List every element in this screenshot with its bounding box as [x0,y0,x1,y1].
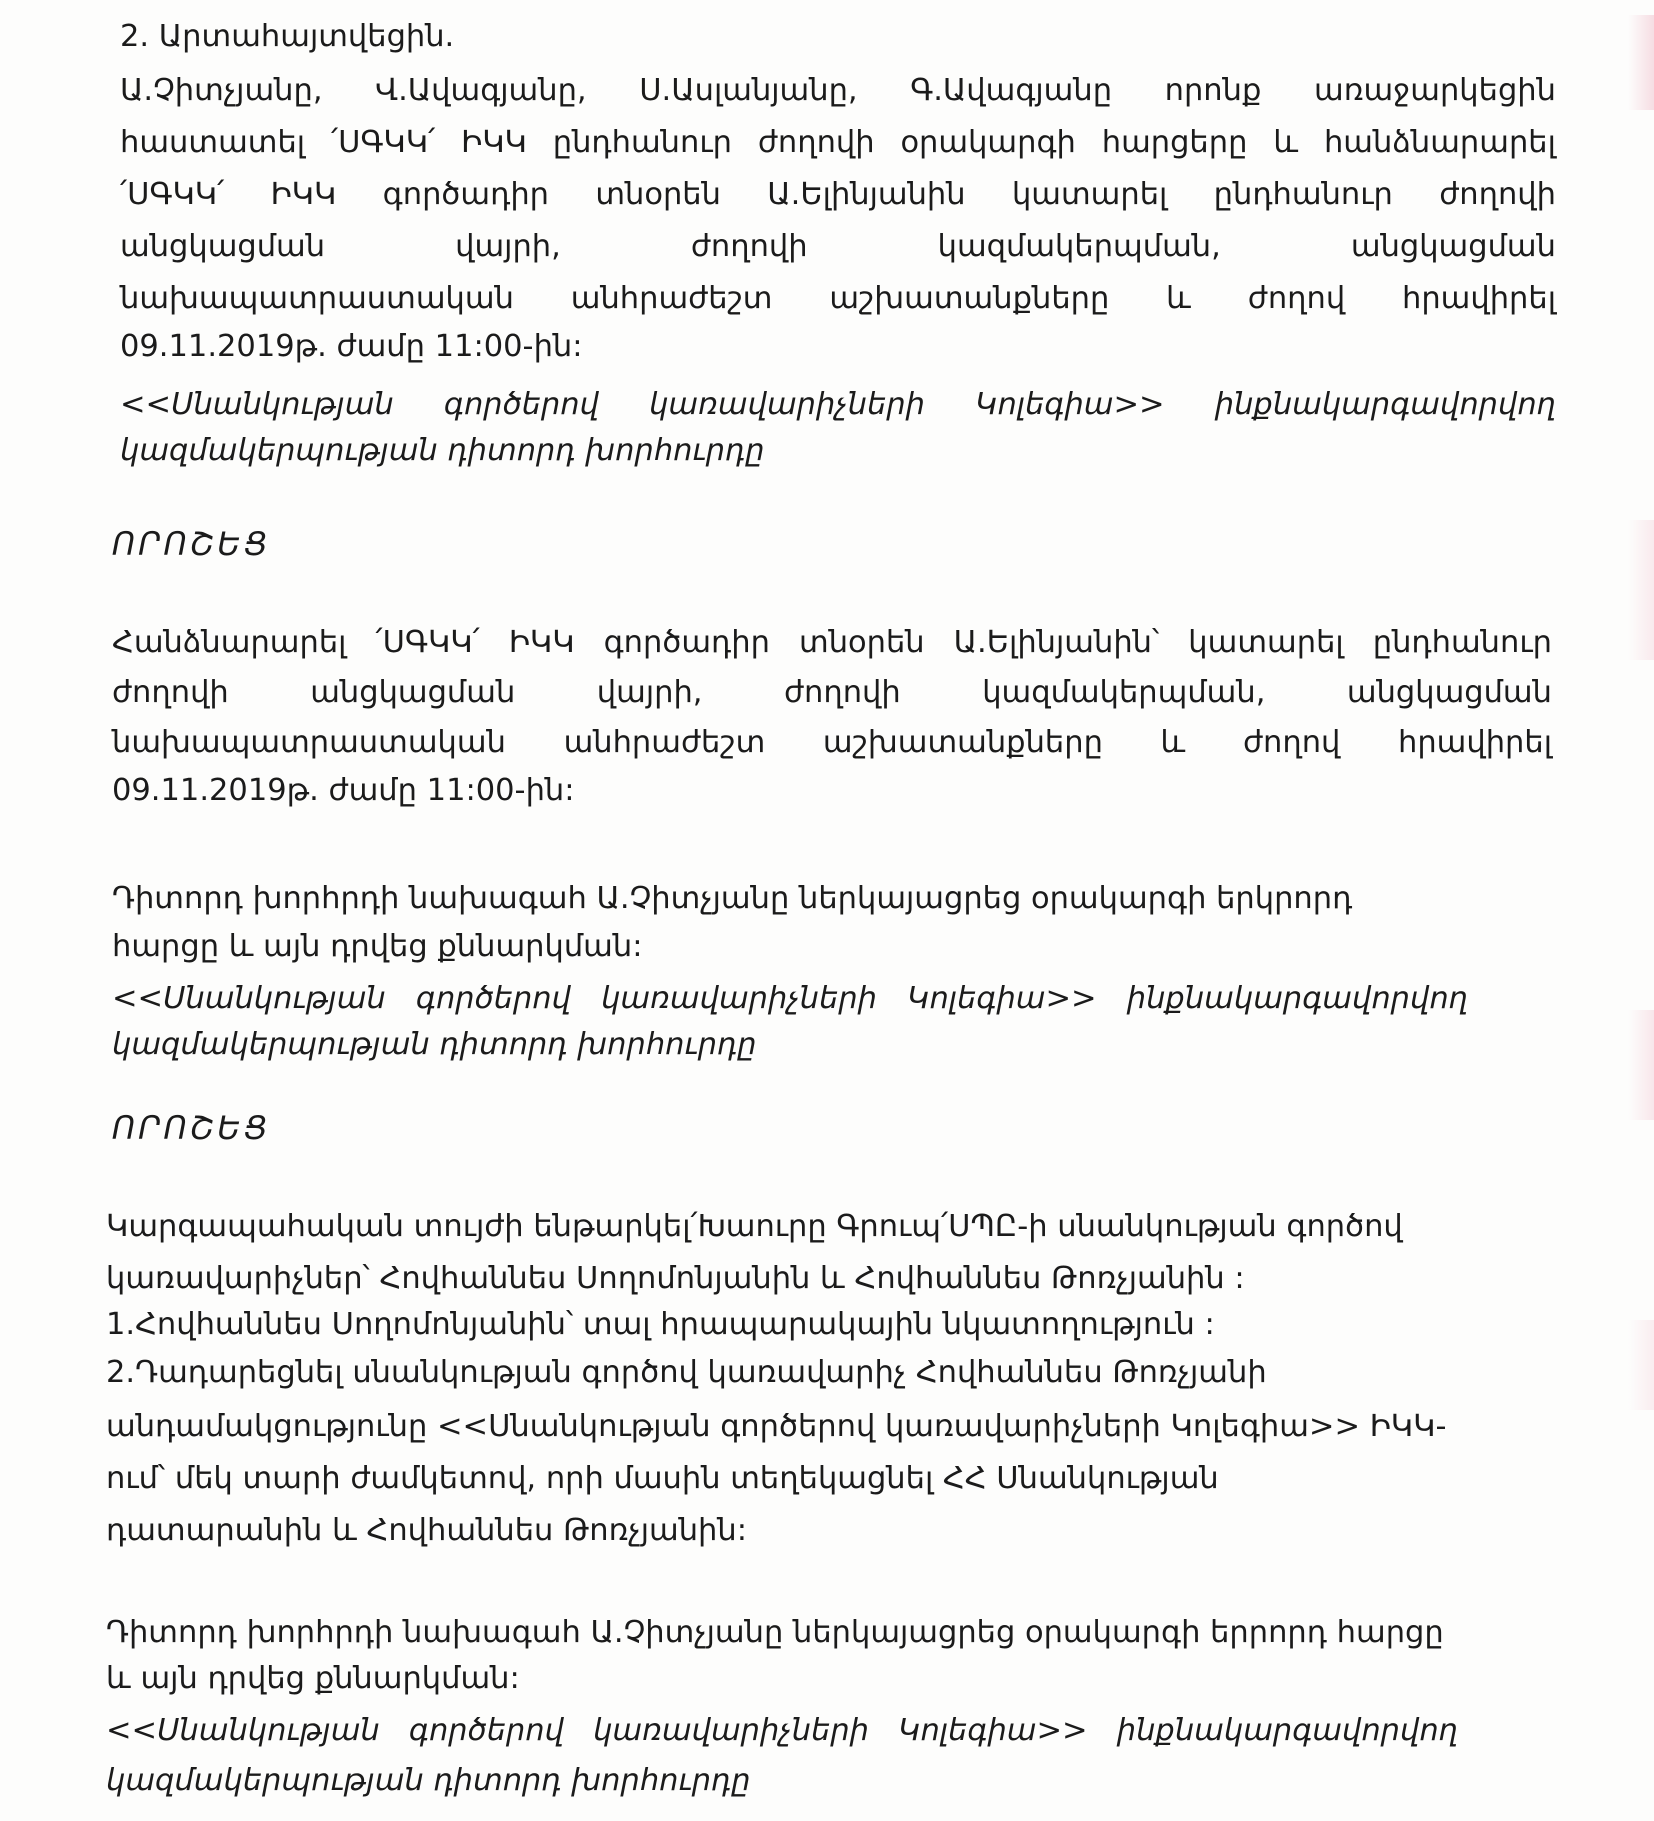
word: որոնք [1164,73,1262,108]
word: օրակարգի [900,125,1076,160]
paragraph-line [120,280,1556,318]
paragraph-line: 2.Դադարեցնել սնանկության գործով կառավարիչ Հովհաննես Թոռչյանի [106,1355,1267,1390]
paragraph-line [112,724,1552,762]
body-name-line: կազմակերպության դիտորդ խորհուրդը [106,1763,751,1798]
paragraph-line: 09.11.2019թ. ժամը 11:00-ին: [120,329,583,364]
word: <<Սնանկության [120,387,394,422]
word: նախապատրաստական [112,725,506,760]
word: անցկացման [120,229,326,264]
word: հրավիրել [1398,725,1552,760]
word: Վ.Ավագյանը, [375,73,587,108]
word: ընդհանուր [1372,625,1552,660]
word: գործերով [443,387,599,422]
decision-heading: ՈՐՈՇԵՑ [112,525,271,563]
word: ժողովի [757,125,875,160]
word: ժողովի [1439,177,1556,212]
paragraph-line [112,624,1552,662]
word: ժողով [1247,281,1346,316]
word: կառավարիչների [601,981,877,1016]
word: հրավիրել [1402,281,1556,316]
word: կատարել [1011,177,1168,212]
body-name-line [120,386,1556,424]
word: առաջարկեցին [1313,73,1556,108]
paragraph-line [120,176,1556,214]
word: ինքնակարգավորվող [1126,981,1468,1016]
word: և [1166,281,1191,316]
word: ՛ՍԳԿԿ՛ [120,177,225,212]
word: և [1273,125,1299,160]
word: Ս.Ասլանյանը, [639,73,858,108]
word: ընդհանուր [1213,177,1393,212]
paragraph-line [112,674,1552,712]
word: Ա.Չիտչյանը, [120,73,323,108]
decision-heading: ՈՐՈՇԵՑ [112,1109,271,1147]
scan-edge-mark [1628,520,1654,660]
body-name-line [106,1712,1458,1750]
word: ժողով [1242,725,1341,760]
word: կատարել [1188,625,1344,660]
word: կազմակերպման, [982,675,1266,710]
word: Հանձնարարել [112,625,347,660]
word: կազմակերպման, [937,229,1221,264]
word: Կոլեգիա>> [907,981,1097,1016]
word: աշխատանքները [829,281,1110,316]
word: կառավարիչների [649,387,925,422]
paragraph-line: Դիտորդ խորհրդի նախագահ Ա.Չիտչյանը ներկայացրեց օրակարգի երկրորդ [112,881,1353,916]
word: և [1160,725,1186,760]
word: ԻԿԿ [461,125,527,160]
word: Գ.Ավագյանը [910,73,1113,108]
word: հարցերը [1101,125,1248,160]
paragraph-line: կառավարիչներ՝ Հովհաննես Սողոմոնյանին և Հովհաննես Թոռչյանին : [106,1261,1245,1296]
paragraph-line: և այն դրվեց քննարկման: [106,1661,520,1696]
paragraph-line: Կարգապահական տույժի ենթարկել՛Խաուրը Գրուպ՛ՍՊԸ-ի սնանկության գործով [106,1209,1403,1244]
word: <<Սնանկության [112,981,386,1016]
word: տնօրեն [799,625,925,660]
paragraph-line [120,124,1556,162]
word: ժողովի [783,675,901,710]
word: Կոլեգիա>> [898,1713,1088,1748]
word: անցկացման [1346,675,1552,710]
word: ժողովի [690,229,808,264]
word: հաստատել [120,125,306,160]
word: գործադիր [382,177,549,212]
word: վայրի, [596,675,703,710]
paragraph-line: Դիտորդ խորհրդի նախագահ Ա.Չիտչյանը ներկայացրեց օրակարգի երրորդ հարցը [106,1615,1444,1650]
word: անցկացման [310,675,516,710]
word: աշխատանքները [822,725,1103,760]
word: ինքնակարգավորվող [1116,1713,1458,1748]
scan-edge-mark [1628,1010,1654,1120]
word: ՛ՍԳԿԿ՛ [330,125,436,160]
paragraph-line: ում՝ մեկ տարի ժամկետով, որի մասին տեղեկացնել ՀՀ Սնանկության [106,1461,1219,1496]
word: Ա.Ելինյանին [767,177,966,212]
word: հանձնարարել [1323,125,1556,160]
body-name-line: կազմակերպության դիտորդ խորհուրդը [120,433,765,468]
word: տնօրեն [595,177,721,212]
word: ինքնակարգավորվող [1214,387,1556,422]
word: ընդհանուր [552,125,732,160]
paragraph-line: դատարանին և Հովհաննես Թոռչյանին: [106,1513,747,1548]
scan-edge-mark [1628,15,1654,110]
word: <<Սնանկության [106,1713,380,1748]
word: ժողովի [112,675,229,710]
section-heading-announced: 2. Արտահայտվեցին. [120,19,455,54]
paragraph-line: անդամակցությունը <<Սնանկության գործերով կառավարիչների Կոլեգիա>> ԻԿԿ- [106,1409,1447,1444]
word: ՛ՍԳԿԿ՛ [375,625,480,660]
word: նախապատրաստական [120,281,514,316]
word: գործադիր [603,625,770,660]
paragraph-line: 1.Հովհաննես Սողոմոնյանին՝ տալ հրապարակային նկատողություն : [106,1307,1215,1342]
scan-edge-mark [1628,1320,1654,1410]
word: ԻԿԿ [270,177,337,212]
word: գործերով [415,981,571,1016]
word: Ա.Ելինյանին՝ [953,625,1160,660]
word: Կոլեգիա>> [975,387,1165,422]
word: անհրաժեշտ [570,281,773,316]
word: վայրի, [455,229,561,264]
word: անցկացման [1350,229,1556,264]
word: ԻԿԿ [508,625,575,660]
body-name-line: կազմակերպության դիտորդ խորհուրդը [112,1027,757,1062]
paragraph-line: հարցը և այն դրվեց քննարկման: [112,929,643,964]
paragraph-line: 09.11.2019թ. ժամը 11:00-ին: [112,773,575,808]
word: կառավարիչների [593,1713,869,1748]
body-name-line [112,980,1468,1018]
word: անհրաժեշտ [563,725,766,760]
paragraph-line [120,72,1556,110]
word: գործերով [408,1713,564,1748]
paragraph-line [120,228,1556,266]
